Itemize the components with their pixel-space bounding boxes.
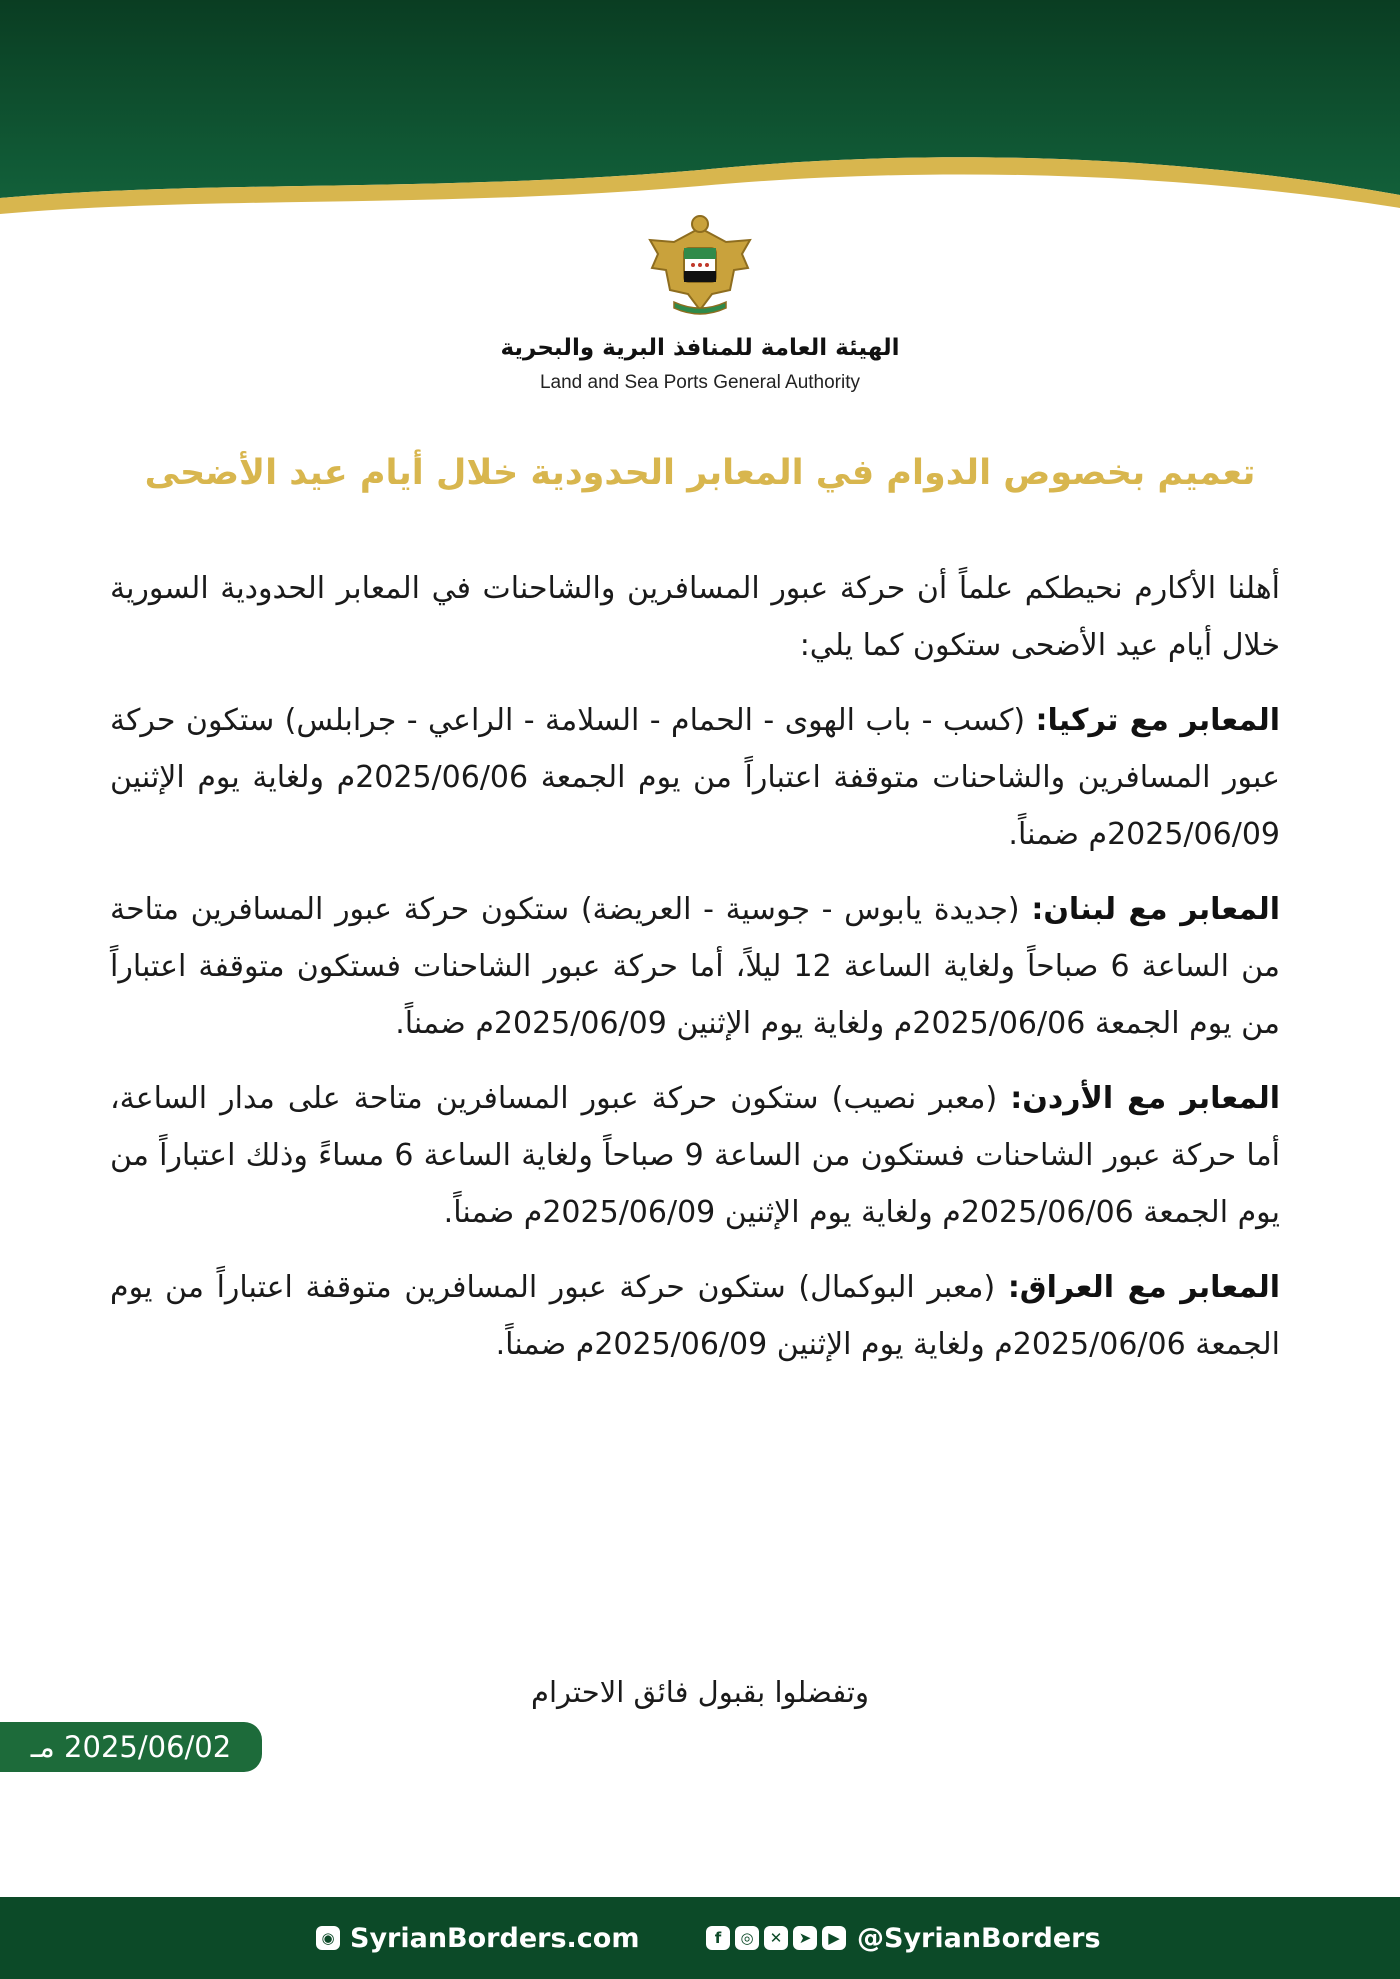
instagram-icon[interactable]: ◎: [735, 1926, 759, 1950]
section-heading: المعابر مع تركيا:: [1035, 703, 1280, 738]
section-heading: المعابر مع لبنان:: [1031, 892, 1280, 927]
globe-icon: ◉: [316, 1926, 340, 1950]
section-turkey: [110, 692, 1280, 863]
section-text: (معبر نصيب) ستكون حركة عبور المسافرين متاحة على مدار الساعة، أما حركة عبور الشاحنات فستكون من الساعة 9 صباحاً ولغاية الساعة 6 مساءً وذلك اعتباراً من يوم الجمعة 2025/06/06م ولغاية يوم الإثنين 2025/06/09م ضمناً.: [110, 1081, 1280, 1230]
announcement-body: [110, 560, 1280, 1391]
telegram-icon[interactable]: ➤: [793, 1926, 817, 1950]
header-band: [0, 0, 1400, 230]
section-text: (كسب - باب الهوى - الحمام - السلامة - الراعي - جرابلس) ستكون حركة عبور المسافرين والشاحنات متوقفة اعتباراً من يوم الجمعة 2025/06/06م ولغاية يوم الإثنين 2025/06/09م ضمناً.: [110, 703, 1281, 852]
social-handle[interactable]: @SyrianBorders: [857, 1922, 1101, 1954]
x-icon[interactable]: ✕: [764, 1926, 788, 1950]
website-link[interactable]: [316, 1897, 639, 1979]
section-text: (جديدة يابوس - جوسية - العريضة) ستكون حركة عبور المسافرين متاحة من الساعة 6 صباحاً ولغاية الساعة 12 ليلاً، أما حركة عبور الشاحنات فستكون متوقفة اعتباراً من يوم الجمعة 2025/06/06م ولغاية يوم الإثنين 2025/06/09م ضمناً.: [110, 892, 1281, 1041]
facebook-icon[interactable]: f: [706, 1926, 730, 1950]
social-links: [706, 1897, 1101, 1979]
closing-line: وتفضلوا بقبول فائق الاحترام: [531, 1675, 869, 1709]
section-jordan: [110, 1070, 1280, 1241]
section-iraq: [110, 1259, 1280, 1373]
syrian-eagle-emblem-icon: [640, 210, 760, 330]
org-name-arabic: الهيئة العامة للمنافذ البرية والبحرية: [500, 335, 900, 361]
date-badge: [0, 1722, 262, 1772]
section-heading: المعابر مع الأردن:: [1010, 1081, 1280, 1116]
section-heading: المعابر مع العراق:: [1007, 1270, 1280, 1305]
footer-bar: [0, 1897, 1400, 1979]
section-text: (معبر البوكمال) ستكون حركة عبور المسافرين متوقفة اعتباراً من يوم الجمعة 2025/06/06م ولغاية يوم الإثنين 2025/06/09م ضمناً.: [110, 1270, 1280, 1362]
website-label: SyrianBorders.com: [350, 1922, 640, 1954]
intro-paragraph: أهلنا الأكارم نحيطكم علماً أن حركة عبور المسافرين والشاحنات في المعابر الحدودية السورية خلال أيام عيد الأضحى ستكون كما يلي:: [110, 571, 1280, 663]
date-text: 2025/06/02 مـ: [30, 1730, 232, 1764]
youtube-icon[interactable]: ▶: [822, 1926, 846, 1950]
section-lebanon: [110, 881, 1280, 1052]
org-name-english: Land and Sea Ports General Authority: [539, 372, 861, 393]
announcement-title: تعميم بخصوص الدوام في المعابر الحدودية خلال أيام عيد الأضحى: [144, 453, 1256, 493]
